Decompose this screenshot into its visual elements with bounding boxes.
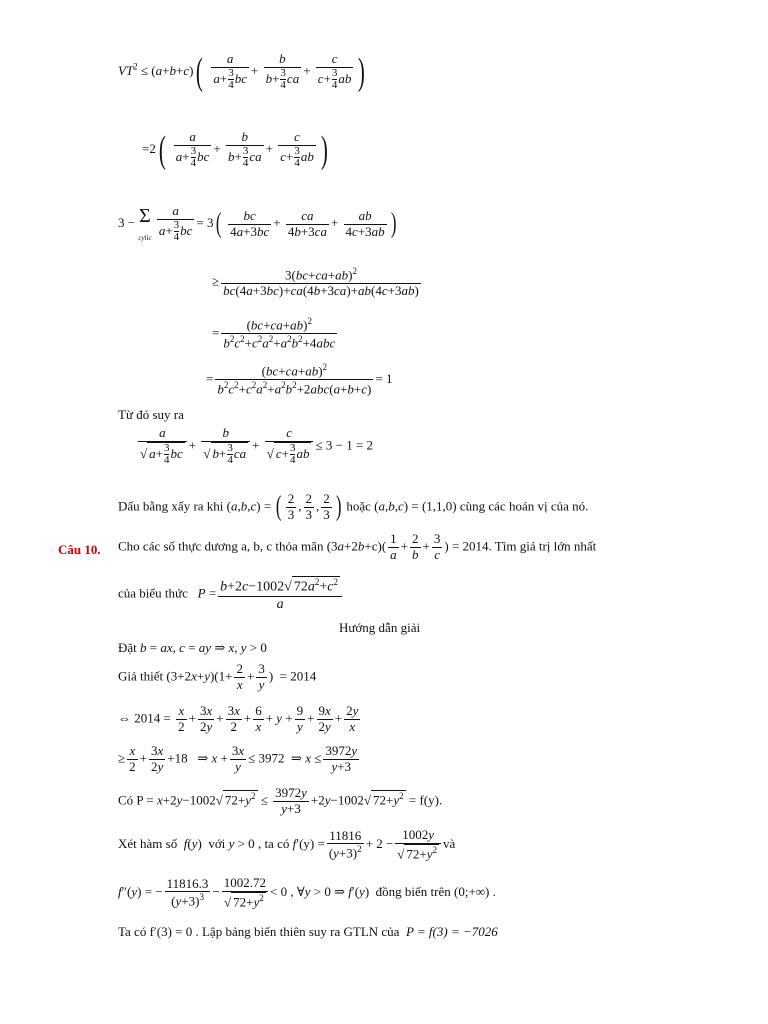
q10-text1: Cho các số thực dương a, b, c thỏa mãn — [118, 538, 324, 554]
formula-xet: Xét hàm số f(y) với y > 0 , ta có f′(y) = $\frac{11816}{(y+3)^2}$ + 2 − $\frac{1002y}{√ 72+y^2}$ và — [118, 827, 456, 862]
text-equality: Dấu bằng xẩy ra khi (a,b,c) = ( $\frac{2}{3}$ , $\frac{2}{3}$ , $\frac{2}{3}$ ) hoặc (a,b,c) = (1,1,0) cùng các hoán vị của nó. — [118, 491, 589, 523]
guide-title: Hướng dẫn giải — [339, 620, 421, 635]
q10-label: Câu 10. — [58, 542, 101, 557]
formula-line-1: $VT^2 \le (a+b+c)$( a a+ $\frac{3}{4}$ bc + b b+ $\frac{3}{4}$ ca + c c+ $\frac{3}{4}$ ab ) — [118, 51, 366, 94]
formula-line-8: a √ a+ $\frac{3}{4}$ bc + b √ b+ $\frac{3}{4}$ ca + c √ c+ $\frac{3}{4}$ ab ≤ 3 − 1 = 2 — [140, 425, 374, 467]
q10-text3: của biểu thức — [118, 585, 188, 601]
formula-line-4: ≥ $\frac{3(bc+ca+ab)^2}{bc(4a+3bc)+ca(4b+3ca)+ab(4c+3ab)}$ — [212, 266, 419, 299]
q10-heading — [58, 542, 101, 558]
text-gia-thiet: Giả thiết (3+2x+y)(1+ $\frac{2}{x}$ + $\frac{3}{y}$ ) = 2014 — [118, 661, 317, 692]
text-dat: Đặt b = ax, c = ay ⇒ x, y > 0 — [118, 640, 267, 655]
q10-expression: của biểu thức P = $\frac{b+2c-1002√ 72a^2+c^2}{a}$ — [118, 576, 344, 613]
text-tu-do: Từ đó suy ra — [118, 407, 184, 422]
formula-f-second: f″(y) = − $\frac{11816.3}{(y+3)^3}$ − $\frac{1002.72}{√ 72+y^2}$ < 0 , ∀y > 0 ⇒ f′(y) đồng biến trên (0;+∞) . — [118, 875, 496, 910]
formula-line-2: =2( a a+ $\frac{3}{4}$ bc + b b+ $\frac{3}{4}$ ca + c c+ $\frac{3}{4}$ ab ) — [142, 129, 328, 172]
formula-co-p: Có P = x+2y−1002√ $72+y^2$ ≤ $\frac{3972y}{y+3}$ +2y−1002√ $72+y^2 = f(y)$. — [118, 785, 443, 816]
formula-ineq: ≥ $\frac{x}{2}$ + $\frac{3x}{2y}$ +18 ⇒ x + $\frac{3x}{y}$ ≤ 3972 ⇒ x ≤ $\frac{3972y}{y+3}$ — [118, 743, 358, 774]
formula-line-6: = $\frac{(bc+ca+ab)^2}{b^2c^2+c^2a^2+a^2b^2+2abc(a+b+c)}$ = 1 — [206, 362, 393, 397]
formula-equiv: ⇔ 2014 = $\frac{x}{2}$ + $\frac{3x}{2y}$ + $\frac{3x}{2}$ + $\frac{6}{x}$ + y + $\frac{9}{y}$ + $\frac{9x}{2y}$ + $\frac{2y}{x}$ — [118, 703, 359, 734]
text-last: Ta có f′(3) = 0 . Lập bảng biến thiên suy ra GTLN của P = f(3) = −7026 — [118, 924, 498, 939]
formula-line-5: = $\frac{(bc+ca+ab)^2}{b^2c^2+c^2a^2+a^2b^2+4abc}$ — [212, 316, 336, 351]
q10-statement: Cho các số thực dương a, b, c thỏa mãn (3a+2b+c)( $\frac{1}{a}$ + $\frac{2}{b}$ + $\frac{3}{c}$ ) = 2014. Tìm giá trị lớn nhất — [118, 531, 597, 562]
text-hoan-vi: cùng các hoán vị của nó. — [459, 498, 589, 514]
q10-text2: . Tìm giá trị lớn nhất — [488, 538, 597, 554]
text-dau-bang: Dấu bằng xẩy ra khi — [118, 498, 224, 514]
q10-eq: = 2014 — [451, 538, 489, 554]
formula-line-3: 3 − Σ cylic a a+ $\frac{3}{4}$ bc = 3( $\frac{bc}{4a+3bc}$ + $\frac{ca}{4b+3ca}$ + $\frac{ab}{4c+3ab}$ ) — [118, 203, 397, 244]
text-hoac: hoặc — [346, 498, 371, 514]
